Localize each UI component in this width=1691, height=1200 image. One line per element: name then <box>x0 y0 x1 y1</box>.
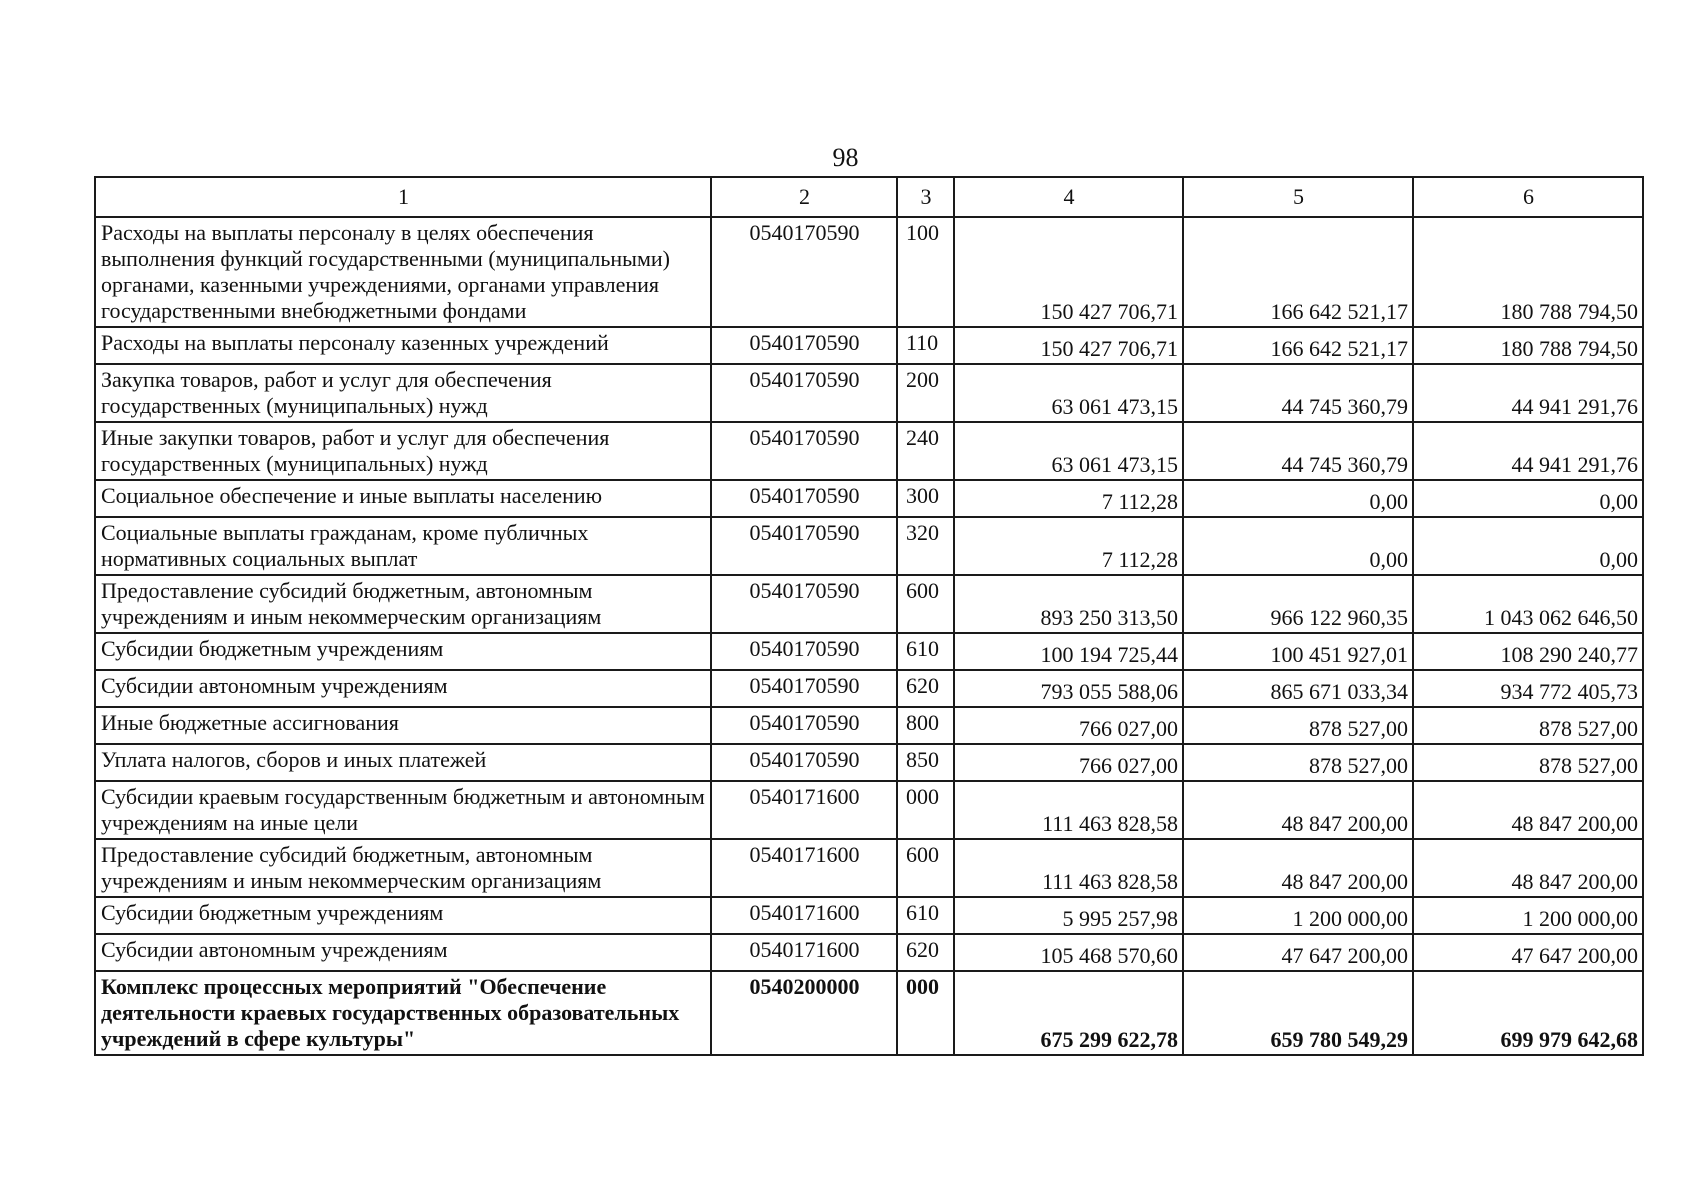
table-row <box>95 744 1643 781</box>
target-code-cell: 0540170590 <box>711 575 897 633</box>
table-row <box>95 422 1643 480</box>
value-col6-cell: 180 788 794,50 <box>1413 327 1643 364</box>
value-col5-cell: 1 200 000,00 <box>1183 897 1413 934</box>
value-col5-cell: 166 642 521,17 <box>1183 217 1413 327</box>
value-col4-cell: 675 299 622,78 <box>954 971 1183 1055</box>
row-name-cell: Иные закупки товаров, работ и услуг для обеспечения государственных (муниципальных) нужд <box>95 422 711 480</box>
value-col6-cell: 1 200 000,00 <box>1413 897 1643 934</box>
column-header: 4 <box>954 177 1183 217</box>
row-name-cell: Субсидии автономным учреждениям <box>95 670 711 707</box>
target-code-cell: 0540170590 <box>711 744 897 781</box>
expense-type-cell: 200 <box>897 364 954 422</box>
target-code-cell: 0540200000 <box>711 971 897 1055</box>
row-name-cell: Социальные выплаты гражданам, кроме публичных нормативных социальных выплат <box>95 517 711 575</box>
table-row <box>95 971 1643 1055</box>
value-col6-cell: 878 527,00 <box>1413 744 1643 781</box>
row-name-cell: Субсидии автономным учреждениям <box>95 934 711 971</box>
value-col5-cell: 865 671 033,34 <box>1183 670 1413 707</box>
value-col4-cell: 105 468 570,60 <box>954 934 1183 971</box>
column-header: 5 <box>1183 177 1413 217</box>
value-col5-cell: 0,00 <box>1183 480 1413 517</box>
target-code-cell: 0540170590 <box>711 327 897 364</box>
value-col6-cell: 44 941 291,76 <box>1413 364 1643 422</box>
column-header: 1 <box>95 177 711 217</box>
expense-type-cell: 610 <box>897 897 954 934</box>
expense-type-cell: 600 <box>897 575 954 633</box>
value-col4-cell: 893 250 313,50 <box>954 575 1183 633</box>
value-col5-cell: 966 122 960,35 <box>1183 575 1413 633</box>
value-col5-cell: 44 745 360,79 <box>1183 364 1413 422</box>
target-code-cell: 0540170590 <box>711 217 897 327</box>
row-name-cell: Предоставление субсидий бюджетным, автономным учреждениям и иным некоммерческим организациям <box>95 575 711 633</box>
value-col4-cell: 111 463 828,58 <box>954 781 1183 839</box>
value-col4-cell: 766 027,00 <box>954 707 1183 744</box>
row-name-cell: Субсидии бюджетным учреждениям <box>95 897 711 934</box>
target-code-cell: 0540170590 <box>711 517 897 575</box>
value-col4-cell: 150 427 706,71 <box>954 217 1183 327</box>
table-row <box>95 575 1643 633</box>
value-col4-cell: 7 112,28 <box>954 480 1183 517</box>
expense-type-cell: 800 <box>897 707 954 744</box>
value-col5-cell: 100 451 927,01 <box>1183 633 1413 670</box>
expense-type-cell: 000 <box>897 971 954 1055</box>
table-row <box>95 633 1643 670</box>
value-col5-cell: 47 647 200,00 <box>1183 934 1413 971</box>
target-code-cell: 0540171600 <box>711 897 897 934</box>
table-row <box>95 670 1643 707</box>
table-row <box>95 839 1643 897</box>
value-col6-cell: 47 647 200,00 <box>1413 934 1643 971</box>
value-col6-cell: 1 043 062 646,50 <box>1413 575 1643 633</box>
row-name-cell: Субсидии бюджетным учреждениям <box>95 633 711 670</box>
value-col4-cell: 793 055 588,06 <box>954 670 1183 707</box>
row-name-cell: Расходы на выплаты персоналу в целях обеспечения выполнения функций государственными (муниципальными) органами, казенными учреждениями, органами управления государственными внебюджетными фондами <box>95 217 711 327</box>
value-col4-cell: 100 194 725,44 <box>954 633 1183 670</box>
target-code-cell: 0540170590 <box>711 422 897 480</box>
value-col4-cell: 5 995 257,98 <box>954 897 1183 934</box>
expense-type-cell: 620 <box>897 934 954 971</box>
value-col4-cell: 766 027,00 <box>954 744 1183 781</box>
expense-type-cell: 110 <box>897 327 954 364</box>
value-col5-cell: 48 847 200,00 <box>1183 839 1413 897</box>
expense-type-cell: 620 <box>897 670 954 707</box>
row-name-cell: Предоставление субсидий бюджетным, автономным учреждениям и иным некоммерческим организациям <box>95 839 711 897</box>
target-code-cell: 0540171600 <box>711 781 897 839</box>
expense-type-cell: 610 <box>897 633 954 670</box>
table-row <box>95 517 1643 575</box>
table-row <box>95 934 1643 971</box>
table-row <box>95 897 1643 934</box>
target-code-cell: 0540170590 <box>711 364 897 422</box>
value-col4-cell: 150 427 706,71 <box>954 327 1183 364</box>
target-code-cell: 0540171600 <box>711 934 897 971</box>
column-header: 3 <box>897 177 954 217</box>
value-col4-cell: 111 463 828,58 <box>954 839 1183 897</box>
target-code-cell: 0540170590 <box>711 707 897 744</box>
value-col5-cell: 48 847 200,00 <box>1183 781 1413 839</box>
expense-type-cell: 240 <box>897 422 954 480</box>
target-code-cell: 0540171600 <box>711 839 897 897</box>
value-col5-cell: 166 642 521,17 <box>1183 327 1413 364</box>
table-row <box>95 781 1643 839</box>
target-code-cell: 0540170590 <box>711 670 897 707</box>
row-name-cell: Закупка товаров, работ и услуг для обеспечения государственных (муниципальных) нужд <box>95 364 711 422</box>
value-col5-cell: 878 527,00 <box>1183 707 1413 744</box>
value-col6-cell: 180 788 794,50 <box>1413 217 1643 327</box>
row-name-cell: Расходы на выплаты персоналу казенных учреждений <box>95 327 711 364</box>
table-row <box>95 480 1643 517</box>
expense-type-cell: 100 <box>897 217 954 327</box>
target-code-cell: 0540170590 <box>711 633 897 670</box>
value-col5-cell: 878 527,00 <box>1183 744 1413 781</box>
page-number: 98 <box>832 143 859 172</box>
value-col6-cell: 48 847 200,00 <box>1413 781 1643 839</box>
value-col6-cell: 108 290 240,77 <box>1413 633 1643 670</box>
column-header: 6 <box>1413 177 1643 217</box>
value-col5-cell: 659 780 549,29 <box>1183 971 1413 1055</box>
value-col6-cell: 699 979 642,68 <box>1413 971 1643 1055</box>
value-col6-cell: 44 941 291,76 <box>1413 422 1643 480</box>
budget-table <box>94 176 1644 1056</box>
value-col4-cell: 7 112,28 <box>954 517 1183 575</box>
table-row <box>95 217 1643 327</box>
row-name-cell: Комплекс процессных мероприятий "Обеспечение деятельности краевых государственных образовательных учреждений в сфере культуры" <box>95 971 711 1055</box>
value-col6-cell: 878 527,00 <box>1413 707 1643 744</box>
table-header-row <box>95 177 1643 217</box>
table-body <box>95 217 1643 1055</box>
row-name-cell: Уплата налогов, сборов и иных платежей <box>95 744 711 781</box>
row-name-cell: Субсидии краевым государственным бюджетным и автономным учреждениям на иные цели <box>95 781 711 839</box>
target-code-cell: 0540170590 <box>711 480 897 517</box>
value-col6-cell: 0,00 <box>1413 480 1643 517</box>
row-name-cell: Социальное обеспечение и иные выплаты населению <box>95 480 711 517</box>
expense-type-cell: 300 <box>897 480 954 517</box>
row-name-cell: Иные бюджетные ассигнования <box>95 707 711 744</box>
table-row <box>95 707 1643 744</box>
value-col6-cell: 0,00 <box>1413 517 1643 575</box>
expense-type-cell: 600 <box>897 839 954 897</box>
value-col5-cell: 0,00 <box>1183 517 1413 575</box>
table-row <box>95 364 1643 422</box>
column-header: 2 <box>711 177 897 217</box>
value-col5-cell: 44 745 360,79 <box>1183 422 1413 480</box>
expense-type-cell: 850 <box>897 744 954 781</box>
value-col6-cell: 934 772 405,73 <box>1413 670 1643 707</box>
value-col4-cell: 63 061 473,15 <box>954 422 1183 480</box>
value-col4-cell: 63 061 473,15 <box>954 364 1183 422</box>
value-col6-cell: 48 847 200,00 <box>1413 839 1643 897</box>
expense-type-cell: 320 <box>897 517 954 575</box>
table-row <box>95 327 1643 364</box>
expense-type-cell: 000 <box>897 781 954 839</box>
